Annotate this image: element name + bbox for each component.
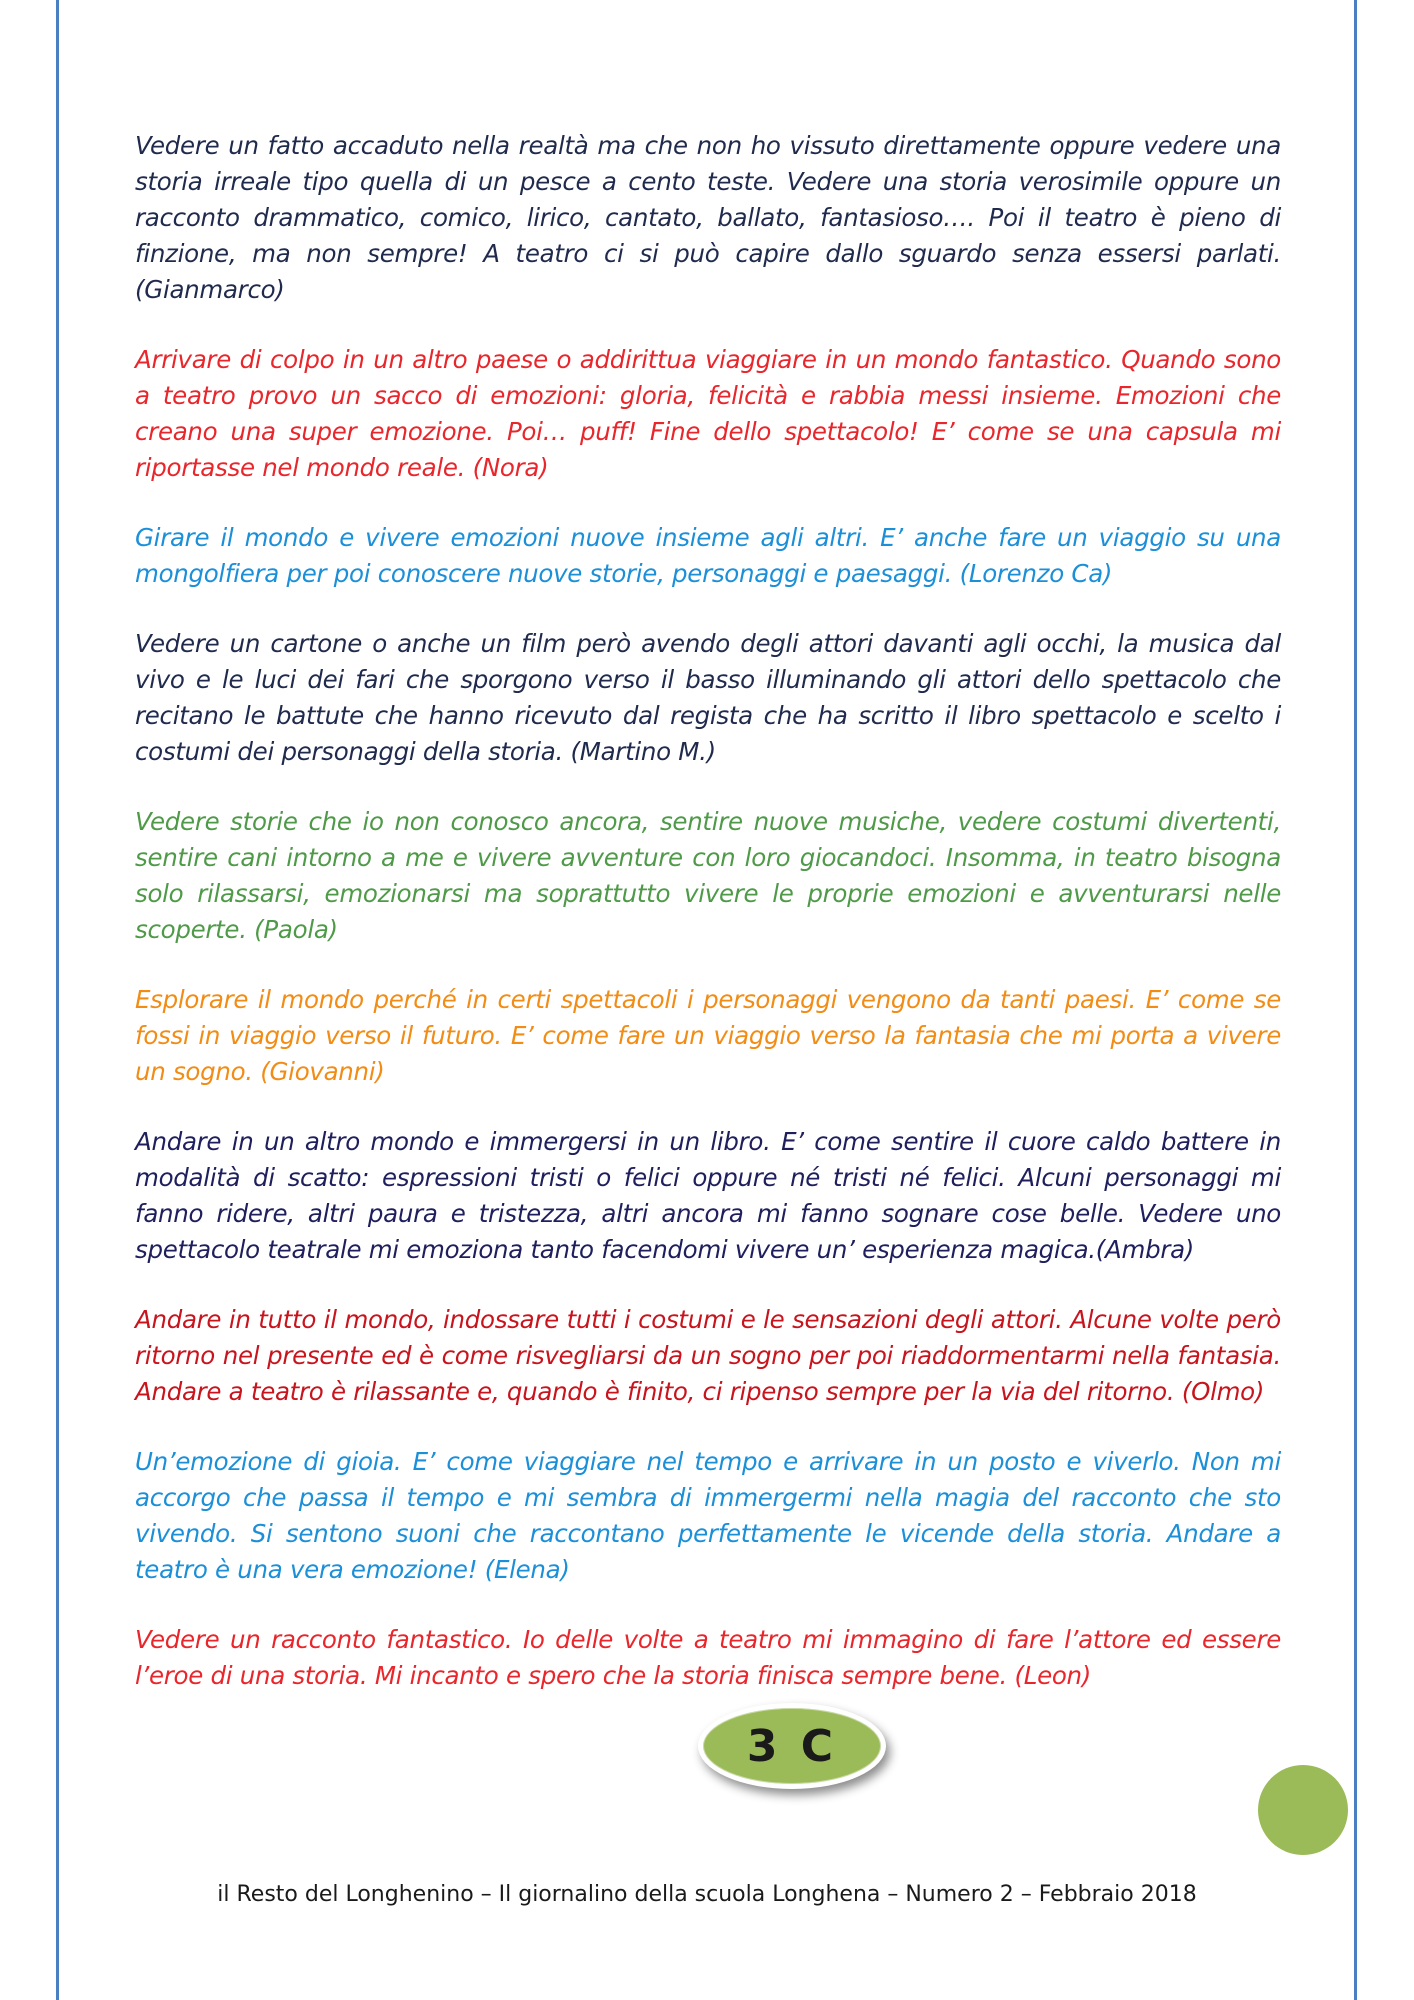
paragraph-martino: Vedere un cartone o anche un film però avendo degli attori davanti agli occhi, la musica dal vivo e le luci dei fari che sporgono verso il basso illuminando gli attori dello spettacolo che recitano le battute che hanno ricevuto dal regista che ha scritto il libro spettacolo e scelto i costumi dei personaggi della storia. (Martino M.) (135, 629, 1281, 766)
paragraph-olmo: Andare in tutto il mondo, indossare tutti i costumi e le sensazioni degli attori. Alcune volte però ritorno nel presente ed è come risvegliarsi da un sogno per poi riaddormentarmi nella fantasia. Andare a teatro è rilassante e, quando è finito, ci ripenso sempre per la via del ritorno. (Olmo) (135, 1305, 1281, 1406)
paragraph-nora: Arrivare di colpo in un altro paese o addirittua viaggiare in un mondo fantastico. Quando sono a teatro provo un sacco di emozioni: gloria, felicità e rabbia messi insieme. Emozioni che creano una super emozione. Poi… puff! Fine dello spettacolo! E’ come se una capsula mi riportasse nel mondo reale. (Nora) (135, 345, 1281, 482)
paragraph-gianmarco: Vedere un fatto accaduto nella realtà ma che non ho vissuto direttamente oppure vedere una storia irreale tipo quella di un pesce a cento teste. Vedere una storia verosimile oppure un racconto drammatico, comico, lirico, cantato, ballato, fantasioso…. Poi il teatro è pieno di finzione, ma non sempre! A teatro ci si può capire dallo sguardo senza essersi parlati. (Gianmarco) (135, 131, 1281, 304)
page-marker-dot (1258, 1765, 1348, 1855)
class-badge (698, 1703, 886, 1789)
page-border-left (56, 0, 59, 2000)
page-border-right (1354, 0, 1357, 2000)
article-body (135, 128, 1281, 1728)
paragraph-giovanni: Esplorare il mondo perché in certi spettacoli i personaggi vengono da tanti paesi. E’ come se fossi in viaggio verso il futuro. E’ come fare un viaggio verso la fantasia che mi porta a vivere un sogno. (Giovanni) (135, 985, 1281, 1086)
class-badge-label: 3 C (746, 1720, 838, 1772)
paragraph-ambra: Andare in un altro mondo e immergersi in un libro. E’ come sentire il cuore caldo battere in modalità di scatto: espressioni tristi o felici oppure né tristi né felici. Alcuni personaggi mi fanno ridere, altri paura e tristezza, altri ancora mi fanno sognare cose belle. Vedere uno spettacolo teatrale mi emoziona tanto facendomi vivere un’ esperienza magica.(Ambra) (135, 1127, 1281, 1264)
paragraph-leon: Vedere un racconto fantastico. Io delle volte a teatro mi immagino di fare l’attore ed essere l’eroe di una storia. Mi incanto e spero che la storia finisca sempre bene. (Leon) (135, 1625, 1281, 1690)
paragraph-lorenzo: Girare il mondo e vivere emozioni nuove insieme agli altri. E’ anche fare un viaggio su una mongolfiera per poi conoscere nuove storie, personaggi e paesaggi. (Lorenzo Ca) (135, 523, 1281, 588)
paragraph-elena: Un’emozione di gioia. E’ come viaggiare nel tempo e arrivare in un posto e viverlo. Non mi accorgo che passa il tempo e mi sembra di immergermi nella magia del racconto che sto vivendo. Si sentono suoni che raccontano perfettamente le vicende della storia. Andare a teatro è una vera emozione! (Elena) (135, 1447, 1281, 1584)
page-footer: il Resto del Longhenino – Il giornalino della scuola Longhena – Numero 2 – Febbraio 2018 (217, 1882, 1197, 1907)
paragraph-paola: Vedere storie che io non conosco ancora, sentire nuove musiche, vedere costumi divertenti, sentire cani intorno a me e vivere avventure con loro giocandoci. Insomma, in teatro bisogna solo rilassarsi, emozionarsi ma soprattutto vivere le proprie emozioni e avventurarsi nelle scoperte. (Paola) (135, 807, 1281, 944)
